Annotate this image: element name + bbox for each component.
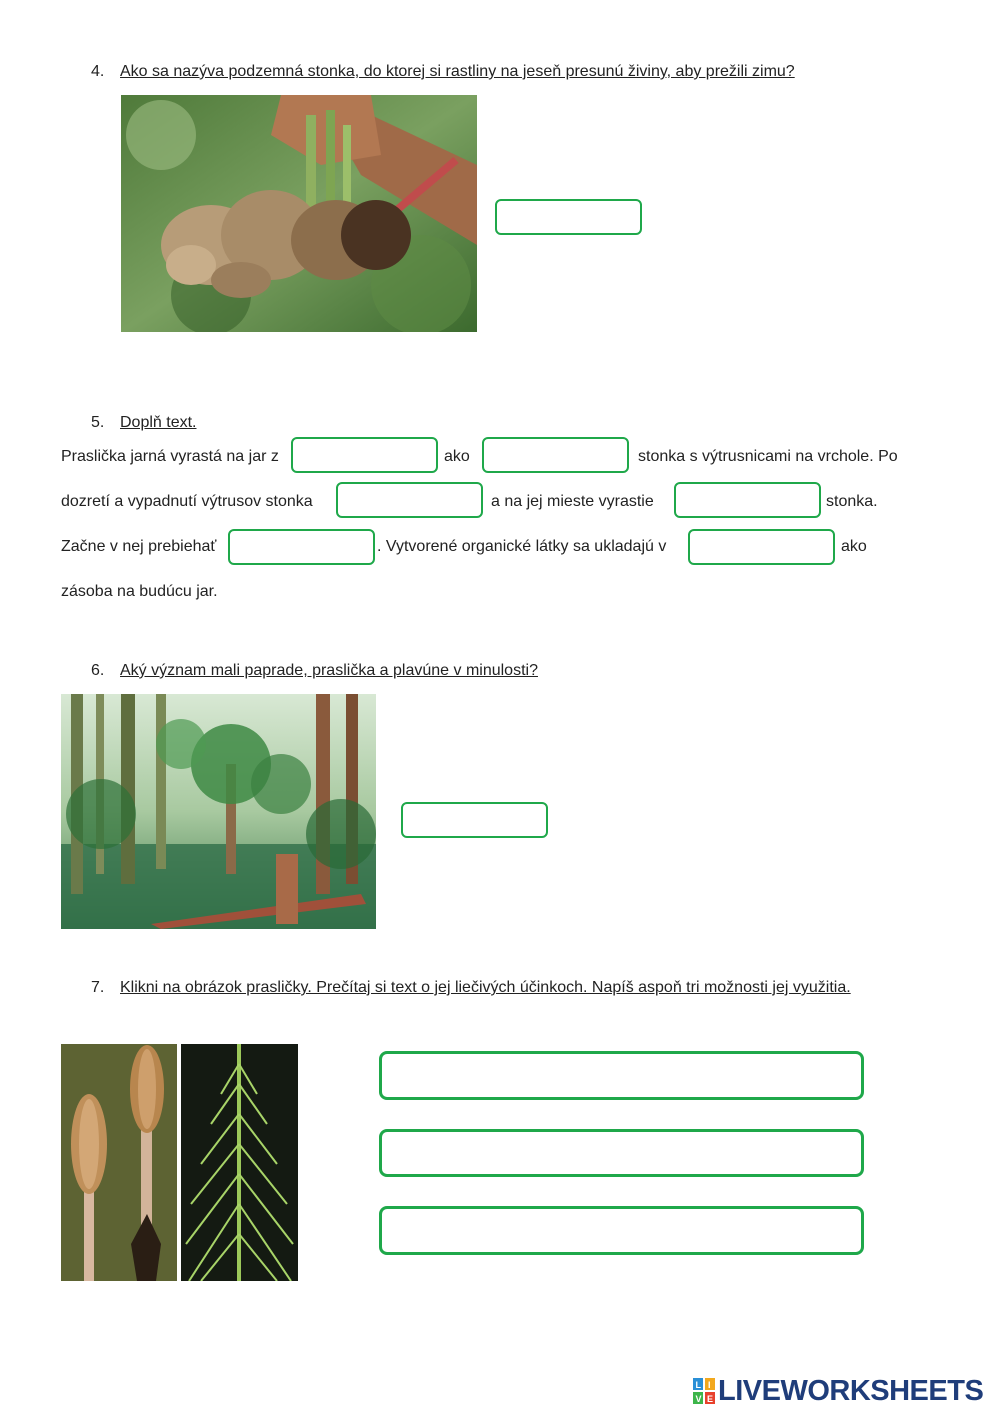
q7-answer3-input[interactable] — [379, 1206, 864, 1255]
q7-number: 7. — [91, 979, 105, 996]
q5-line1-text1: Praslička jarná vyrastá na jar z — [61, 448, 279, 465]
q5-blank4-input[interactable] — [674, 482, 821, 518]
logo-text: LIVEWORKSHEETS — [718, 1374, 984, 1407]
q4-answer-input[interactable] — [495, 199, 642, 235]
q7-answer2-input[interactable] — [379, 1129, 864, 1177]
prehistoric-forest-image — [61, 694, 376, 929]
logo-blocks-icon — [693, 1378, 715, 1404]
q5-question: Doplň text. — [120, 414, 197, 431]
q5-number: 5. — [91, 414, 105, 431]
rhizome-photo — [121, 95, 477, 332]
q6-answer-input[interactable] — [401, 802, 548, 838]
q5-blank1-input[interactable] — [291, 437, 438, 473]
q5-blank3-input[interactable] — [336, 482, 483, 518]
logo-letter-i: I — [708, 1380, 711, 1390]
q5-line3-text3: ako — [841, 538, 867, 555]
q5-line2-text2: a na jej mieste vyrastie — [491, 493, 654, 510]
q4-question: Ako sa nazýva podzemná stonka, do ktorej si rastliny na jeseň presunú živiny, aby prežili zimu? — [120, 63, 795, 80]
logo-letter-e: E — [707, 1394, 714, 1404]
horsetail-green-stem-image[interactable] — [181, 1044, 298, 1281]
q6-question: Aký význam mali paprade, praslička a plavúne v minulosti? — [120, 662, 538, 679]
q5-blank6-input[interactable] — [688, 529, 835, 565]
q5-line1-text2: ako — [444, 448, 470, 465]
q7-question: Klikni na obrázok prasličky. Prečítaj si text o jej liečivých účinkoch. Napíš aspoň tri možnosti jej využitia. — [120, 979, 851, 996]
q6-number: 6. — [91, 662, 105, 679]
q5-line4-text1: zásoba na budúcu jar. — [61, 583, 218, 600]
q5-blank5-input[interactable] — [228, 529, 375, 565]
q5-line3-text1: Začne v nej prebiehať — [61, 538, 217, 555]
q5-line3-text2: . Vytvorené organické látky sa ukladajú v — [377, 538, 667, 555]
q5-blank2-input[interactable] — [482, 437, 629, 473]
liveworksheets-logo — [693, 1376, 983, 1406]
logo-letter-l: L — [695, 1380, 701, 1390]
q5-line1-text3: stonka s výtrusnicami na vrchole. Po — [638, 448, 898, 465]
q5-line2-text3: stonka. — [826, 493, 878, 510]
q7-answer1-input[interactable] — [379, 1051, 864, 1100]
q4-number: 4. — [91, 63, 105, 80]
q5-line2-text1: dozretí a vypadnutí výtrusov stonka — [61, 493, 313, 510]
horsetail-spore-stem-image[interactable] — [61, 1044, 177, 1281]
logo-letter-v: V — [695, 1394, 702, 1404]
